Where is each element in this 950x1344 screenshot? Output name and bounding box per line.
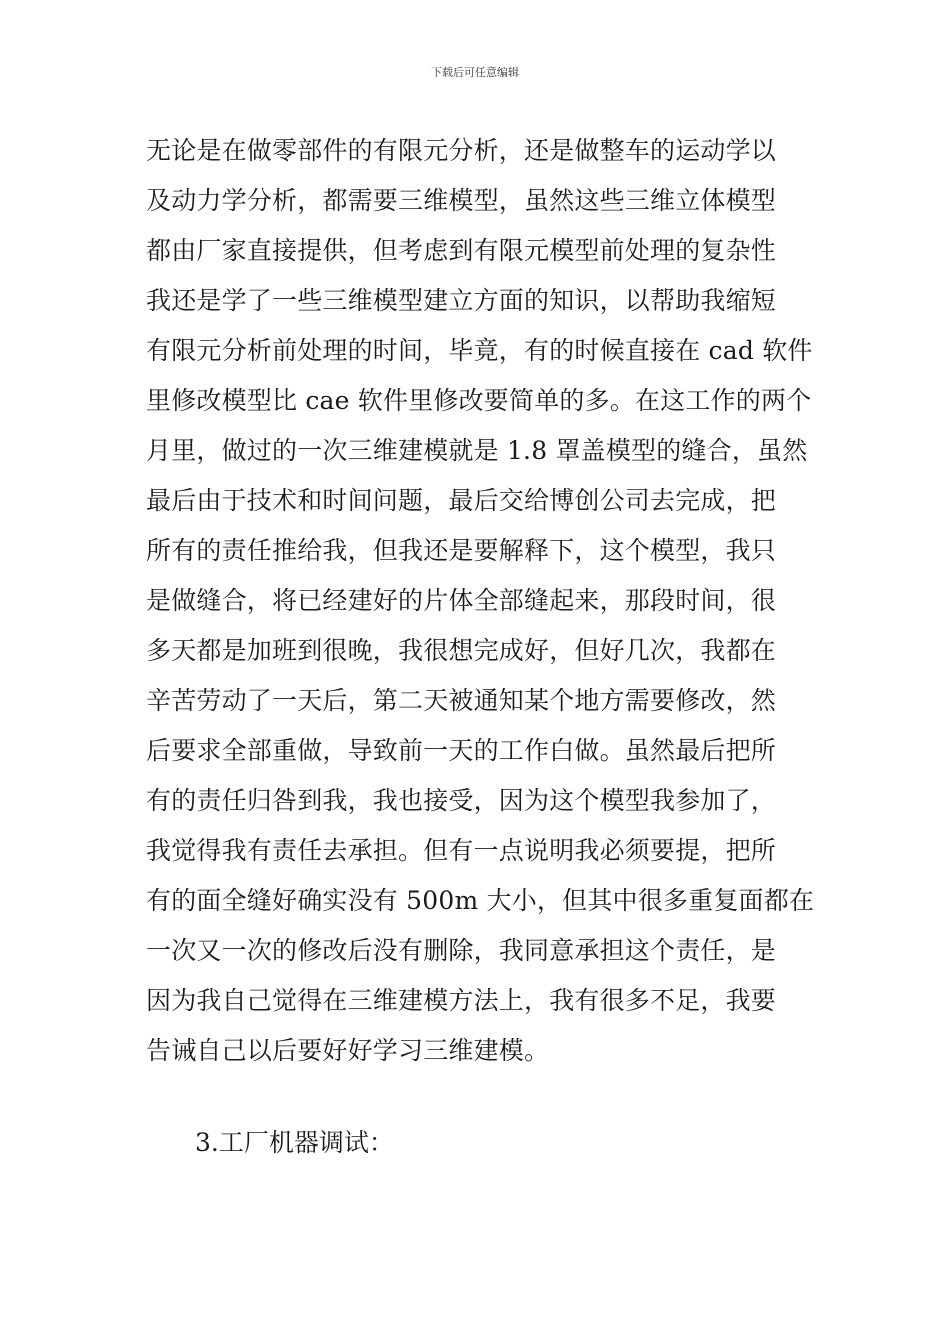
paragraph-line: 无论是在做零部件的有限元分析，还是做整车的运动学以 — [146, 136, 777, 165]
paragraph-line: 及动力学分析，都需要三维模型，虽然这些三维立体模型 — [146, 186, 777, 215]
paragraph-line: 我觉得我有责任去承担。但有一点说明我必须要提，把所 — [146, 836, 777, 865]
body-paragraph — [146, 126, 816, 1076]
section-heading: 3.工厂机器调试： — [195, 1128, 394, 1157]
paragraph-line: 有的面全缝好确实没有 500m 大小，但其中很多重复面都在 — [146, 886, 815, 915]
paragraph-line: 是做缝合，将已经建好的片体全部缝起来，那段时间，很 — [146, 586, 777, 615]
paragraph-line: 辛苦劳动了一天后，第二天被通知某个地方需要修改，然 — [146, 686, 777, 715]
paragraph-line: 因为我自己觉得在三维建模方法上，我有很多不足，我要 — [146, 986, 777, 1015]
paragraph-line: 多天都是加班到很晚，我很想完成好，但好几次，我都在 — [146, 636, 777, 665]
paragraph-line: 有的责任归咎到我，我也接受，因为这个模型我参加了， — [146, 786, 777, 815]
paragraph-line: 一次又一次的修改后没有删除，我同意承担这个责任，是 — [146, 936, 777, 965]
paragraph-line: 最后由于技术和时间问题，最后交给博创公司去完成，把 — [146, 486, 777, 515]
paragraph-line: 里修改模型比 cae 软件里修改要简单的多。在这工作的两个 — [146, 386, 812, 415]
paragraph-line: 后要求全部重做，导致前一天的工作白做。虽然最后把所 — [146, 736, 777, 765]
paragraph-line: 告诫自己以后要好好学习三维建模。 — [146, 1036, 550, 1065]
paragraph-line: 所有的责任推给我，但我还是要解释下，这个模型，我只 — [146, 536, 777, 565]
page-header: 下载后可任意编辑 — [431, 66, 519, 79]
paragraph-line: 我还是学了一些三维模型建立方面的知识，以帮助我缩短 — [146, 286, 777, 315]
paragraph-line: 月里，做过的一次三维建模就是 1.8 罩盖模型的缝合，虽然 — [146, 436, 808, 465]
paragraph-line: 都由厂家直接提供，但考虑到有限元模型前处理的复杂性 — [146, 236, 777, 265]
paragraph-line: 有限元分析前处理的时间，毕竟，有的时候直接在 cad 软件 — [146, 336, 813, 365]
